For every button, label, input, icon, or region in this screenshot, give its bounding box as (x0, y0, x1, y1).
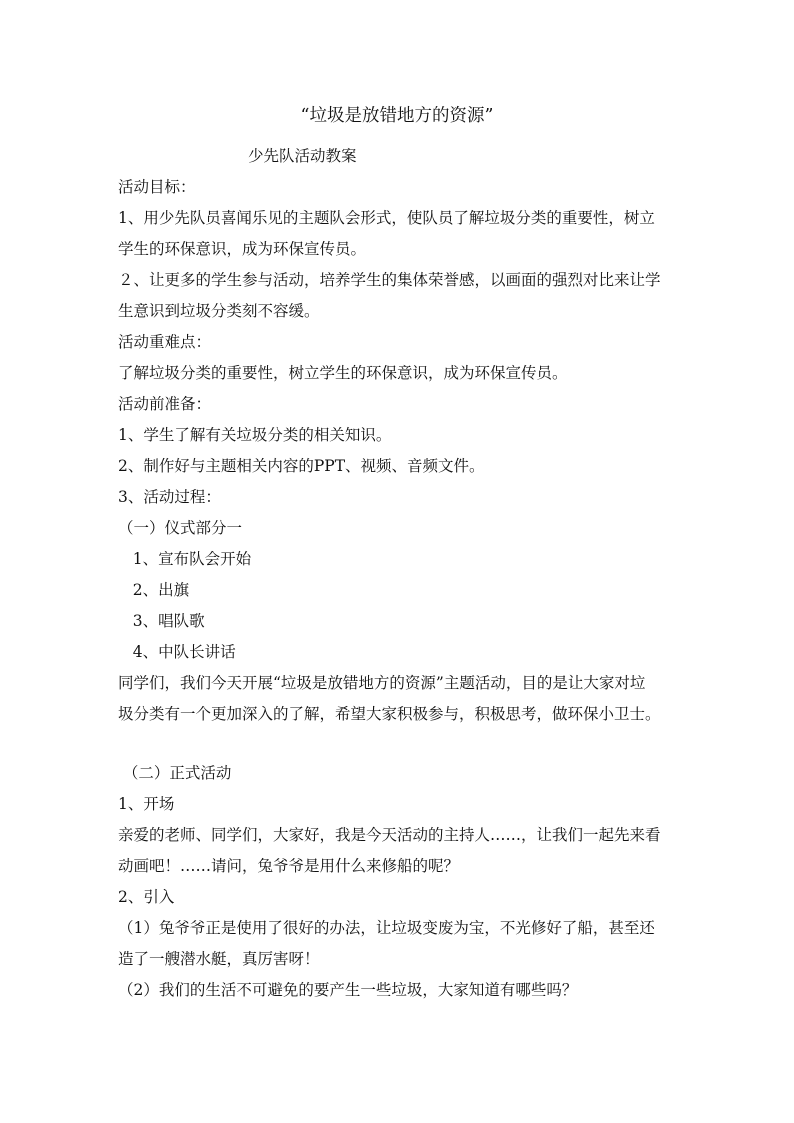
text-line: 2、引入 (118, 888, 175, 906)
text-line: 同学们，我们今天开展“垃圾是放错地方的资源”主题活动，目的是让大家对垃 (118, 674, 646, 692)
text-line: 1、学生了解有关垃圾分类的相关知识。 (118, 426, 392, 444)
text-line: 造了一艘潜水艇，真厉害呀！ (118, 950, 320, 968)
paragraph-gap (118, 730, 680, 758)
heading-process: 3、活动过程： (118, 488, 221, 506)
section-main-activity: （二）正式活动 (118, 764, 232, 782)
text-line: 1、开场 (118, 795, 175, 813)
text-line: 亲爱的老师、同学们，大家好，我是今天活动的主持人……，让我们一起先来看 (118, 826, 661, 844)
text-line: 2、制作好与主题相关内容的PPT、视频、音频文件。 (118, 457, 485, 475)
list-item: 1、宣布队会开始 (118, 550, 252, 568)
heading-preparation: 活动前准备： (118, 395, 212, 413)
text-line: 动画吧！……请问，兔爷爷是用什么来修船的呢？ (118, 857, 460, 875)
text-line: （2）我们的生活不可避免的要产生一些垃圾，大家知道有哪些吗？ (118, 981, 578, 999)
list-item: 3、唱队歌 (118, 612, 205, 630)
text-line: ２、让更多的学生参与活动，培养学生的集体荣誉感，以画面的强烈对比来让学 (118, 271, 661, 289)
heading-objectives: 活动目标： (118, 178, 196, 196)
text-line: （1）兔爷爷正是使用了很好的办法，让垃圾变废为宝，不光修好了船，甚至还 (118, 919, 655, 937)
text-line: 了解垃圾分类的重要性，树立学生的环保意识，成为环保宣传员。 (118, 364, 568, 382)
text-line: 1、用少先队员喜闻乐见的主题队会形式，使队员了解垃圾分类的重要性，树立 (118, 209, 655, 227)
text-line: 学生的环保意识，成为环保宣传员。 (118, 240, 367, 258)
document-subtitle: 少先队活动教案 (248, 147, 357, 165)
document-body (118, 172, 680, 1006)
heading-key-points: 活动重难点： (118, 333, 212, 351)
list-item: 4、中队长讲话 (118, 643, 236, 661)
list-item: 2、出旗 (118, 581, 190, 599)
document-title: “垃圾是放错地方的资源” (300, 106, 494, 126)
text-line: 生意识到垃圾分类刻不容缓。 (118, 302, 320, 320)
text-line: 圾分类有一个更加深入的了解，希望大家积极参与，积极思考，做环保小卫士。 (118, 705, 661, 723)
section-ceremony: （一）仪式部分一 (118, 519, 243, 537)
